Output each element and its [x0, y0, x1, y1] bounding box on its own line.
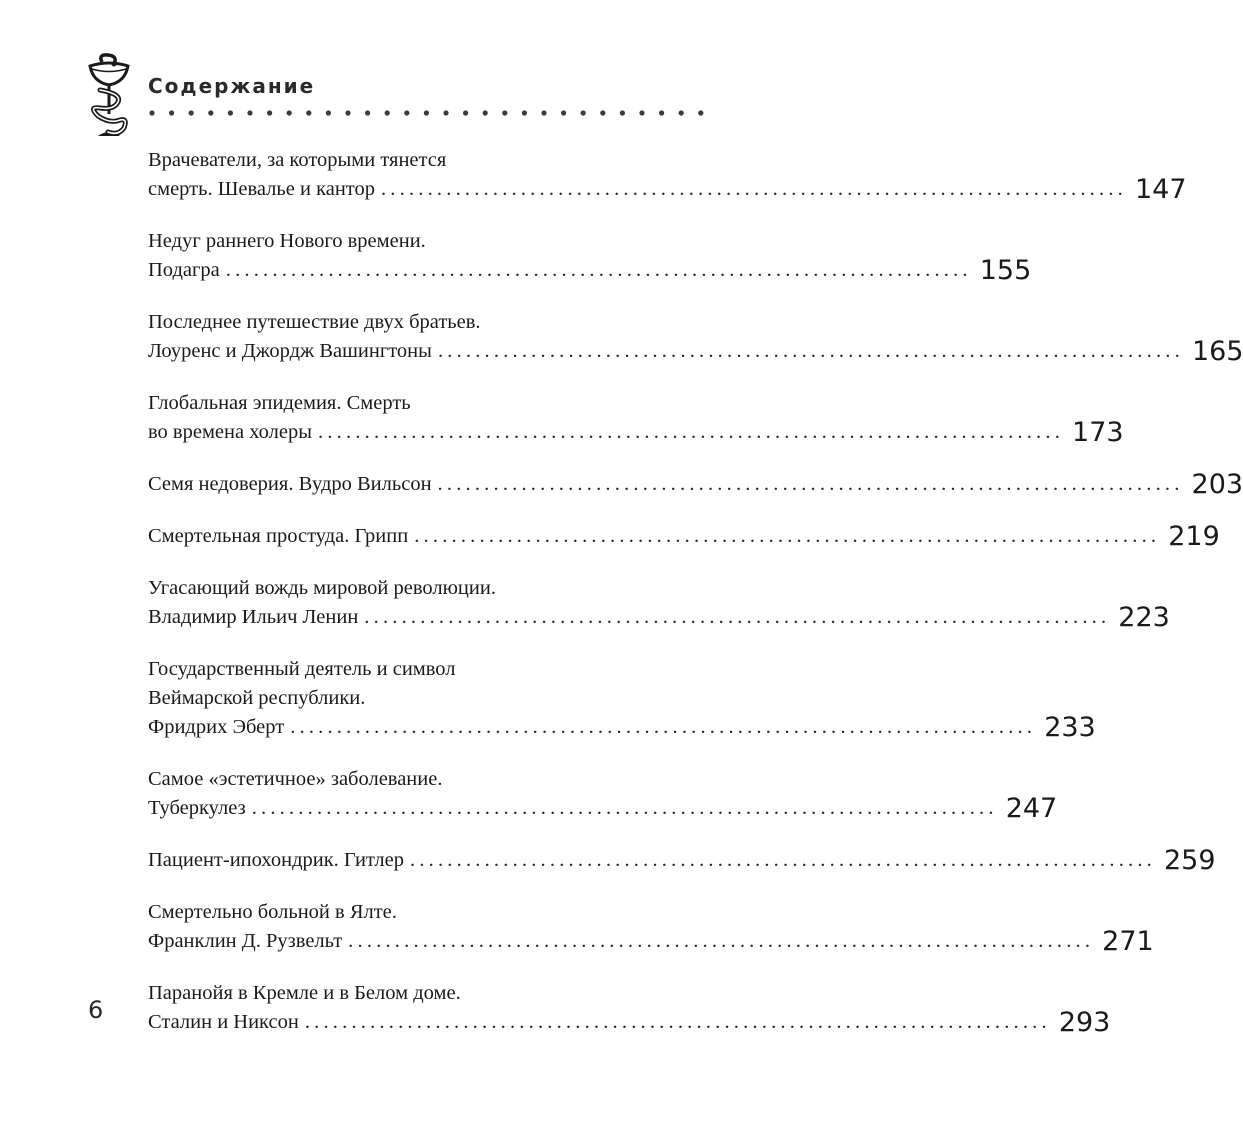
toc-page-number: 233 — [1044, 712, 1096, 743]
toc-page-number: 155 — [979, 255, 1032, 286]
dot-leader: ................................................................................ — [410, 849, 1156, 871]
toc-entry-title-line: Государственный деятель и символ — [148, 658, 456, 680]
toc-entry-title-line: Туберкулез — [148, 797, 246, 819]
toc-entry-title-line: Лоуренс и Джордж Вашингтоны — [148, 340, 432, 362]
toc-page-number: 165 — [1191, 336, 1243, 367]
toc-entry[interactable] — [148, 765, 1058, 824]
toc-entry-title-line: Семя недоверия. Вудро Вильсон — [148, 473, 432, 495]
toc-entry-title-line: Пациент-ипохондрик. Гитлер — [148, 849, 404, 871]
toc-entry-last-line — [148, 255, 1032, 286]
toc-entry-last-line — [148, 602, 1170, 633]
dot-leader: ................................................................................ — [437, 340, 1184, 362]
toc-entry-title-line: Последнее путешествие двух братьев. — [148, 311, 481, 333]
toc-entry[interactable] — [148, 845, 1216, 876]
toc-entry[interactable] — [148, 521, 1220, 552]
section-header — [78, 52, 709, 147]
toc-entry-title-line: Фридрих Эберт — [148, 716, 285, 738]
dot-leader: ................................................................................ — [225, 259, 972, 281]
toc-entry[interactable] — [148, 227, 1032, 286]
toc-entry-last-line — [148, 712, 1096, 743]
toc-page-number: 173 — [1072, 417, 1124, 448]
bowl-of-hygieia-icon — [78, 52, 140, 144]
toc-page-number: 223 — [1118, 602, 1170, 633]
toc-entry-last-line — [148, 521, 1220, 552]
toc-entry-title-line: Франклин Д. Рузвельт — [148, 930, 343, 952]
toc-entry-title-line: Смертельно больной в Ялте. — [148, 901, 397, 923]
dot-leader: ................................................................................ — [304, 1011, 1051, 1033]
dot-leader: ................................................................................ — [348, 930, 1095, 952]
dot-leader: ................................................................................ — [251, 797, 998, 819]
toc-entry-last-line — [148, 336, 1243, 367]
toc-entry-last-line — [148, 926, 1154, 957]
toc-entry-last-line — [148, 845, 1216, 876]
toc-entry-title-line: Подагра — [148, 259, 220, 281]
toc-page-number: 147 — [1134, 174, 1187, 205]
toc-entry-last-line — [148, 469, 1243, 500]
toc-entry-title-line: Смертельная простуда. Грипп — [148, 525, 409, 547]
toc-page-number: 271 — [1102, 926, 1154, 957]
toc-entry-last-line — [148, 1007, 1111, 1038]
dot-leader: ................................................................................ — [364, 606, 1111, 628]
toc-entry[interactable] — [148, 469, 1243, 500]
toc-entry-title-line: во времена холеры — [148, 421, 313, 443]
toc-entry[interactable] — [148, 898, 1154, 957]
toc-entry-title-line: Угасающий вождь мировой революции. — [148, 577, 496, 599]
toc-entry-title-line: Врачеватели, за которыми тянется — [148, 149, 447, 171]
page-number: 6 — [88, 996, 104, 1024]
toc-page-number: 219 — [1168, 521, 1220, 552]
toc-entry-title-line: Глобальная эпидемия. Смерть — [148, 392, 411, 414]
toc-entry-last-line — [148, 174, 1187, 205]
toc-page-number: 259 — [1164, 845, 1216, 876]
dotted-rule — [148, 107, 709, 119]
dot-leader: ................................................................................ — [414, 525, 1161, 547]
toc-entry-title-line: смерть. Шевалье и кантор — [148, 178, 375, 200]
toc-entry[interactable] — [148, 146, 1187, 205]
toc-page-number: 247 — [1005, 793, 1058, 824]
toc-entry-title-line: Владимир Ильич Ленин — [148, 606, 359, 628]
toc-entry[interactable] — [148, 979, 1111, 1038]
toc-entry[interactable] — [148, 655, 1096, 743]
toc-entry[interactable] — [148, 389, 1124, 448]
toc-entry-last-line — [148, 793, 1058, 824]
dot-leader: ................................................................................ — [290, 716, 1037, 738]
toc-entry-last-line — [148, 417, 1124, 448]
table-of-contents — [148, 146, 1243, 1060]
toc-entry-title-line: Веймарской республики. — [148, 687, 366, 709]
section-title: Содержание — [148, 74, 316, 98]
toc-page-number: 203 — [1191, 469, 1243, 500]
toc-page-number: 293 — [1058, 1007, 1111, 1038]
toc-entry-title-line: Недуг раннего Нового времени. — [148, 230, 426, 252]
toc-entry[interactable] — [148, 574, 1170, 633]
toc-entry-title-line: Паранойя в Кремле и в Белом доме. — [148, 982, 461, 1004]
dot-leader: ................................................................................ — [318, 421, 1065, 443]
toc-entry[interactable] — [148, 308, 1243, 367]
dot-leader: ................................................................................ — [437, 473, 1184, 495]
toc-entry-title-line: Самое «эстетичное» заболевание. — [148, 768, 443, 790]
toc-entry-title-line: Сталин и Никсон — [148, 1011, 299, 1033]
dot-leader: ................................................................................ — [380, 178, 1127, 200]
